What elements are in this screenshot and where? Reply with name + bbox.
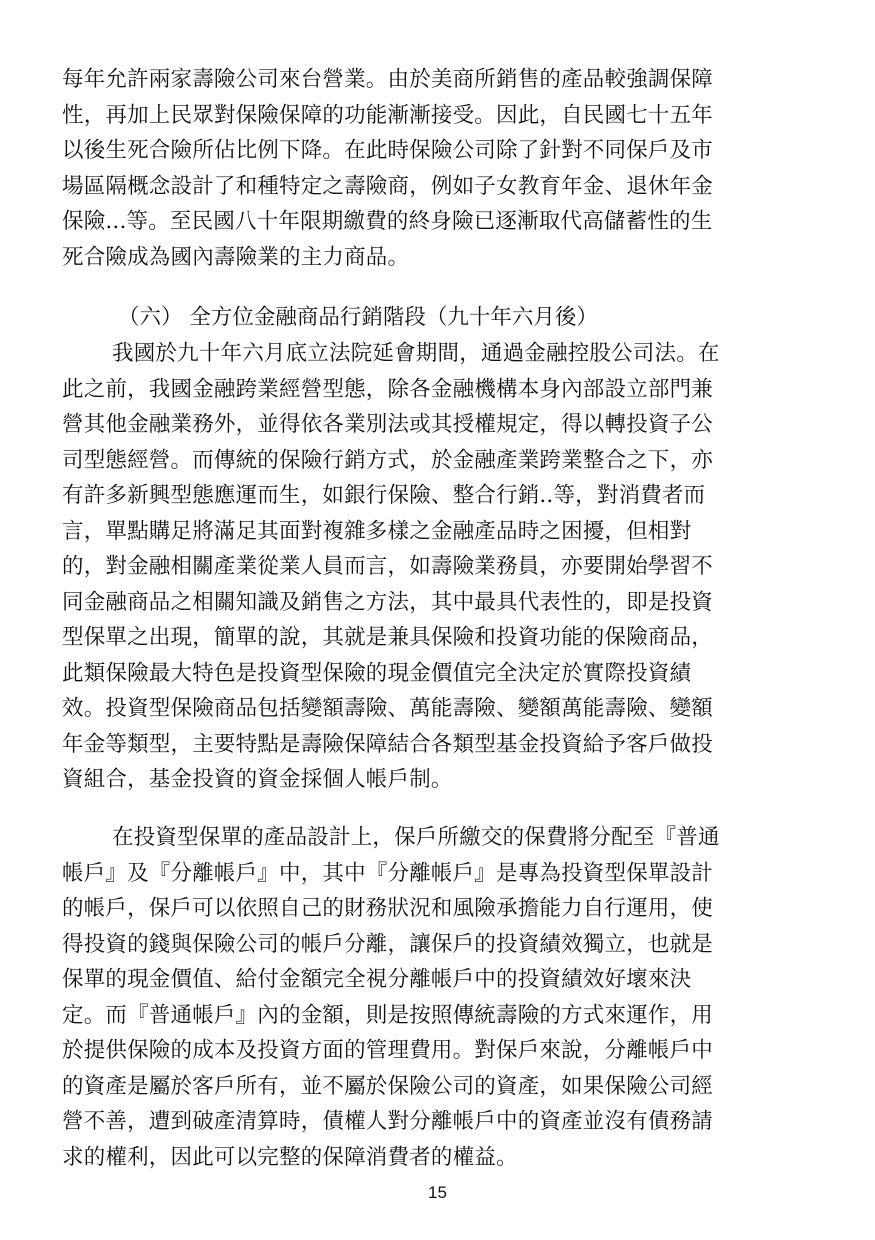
text-line: 在投資型保單的產品設計上，保戶所繳交的保費將分配至『普通	[112, 825, 720, 850]
page-number: 15	[428, 1183, 447, 1202]
paragraph-2	[62, 336, 822, 798]
text-line: 的資產是屬於客戶所有，並不屬於保險公司的資產，如果保險公司經	[62, 1073, 714, 1099]
text-line: 場區隔概念設計了和種特定之壽險商，例如子女教育年金、退休年金	[62, 173, 714, 199]
text-line: 死合險成為國內壽險業的主力商品。	[62, 244, 410, 270]
text-line: 我國於九十年六月底立法院延會期間，通過金融控股公司法。在	[112, 341, 720, 366]
text-line: 的帳戶，保戶可以依照自己的財務狀況和風險承擔能力自行運用，使	[62, 896, 714, 921]
text-line: 於提供保險的成本及投資方面的管理費用。對保戶來說，分離帳戶中	[62, 1038, 714, 1063]
text-line: 有許多新興型態應運而生，如銀行保險、整合行銷..等，對消費者而	[62, 483, 706, 508]
text-line: 營不善，遭到破產清算時，債權人對分離帳戶中的資產並沒有債務請	[62, 1109, 714, 1134]
text-line: 型保單之出現，簡單的說，其就是兼具保險和投資功能的保險商品，	[62, 625, 714, 650]
text-line: 求的權利，因此可以完整的保障消費者的權益。	[62, 1144, 518, 1170]
text-line: 得投資的錢與保險公司的帳戶分離，讓保戶的投資績效獨立，也就是	[62, 931, 714, 957]
text-line: 同金融商品之相關知識及銷售之方法，其中最具代表性的，即是投資	[62, 589, 714, 615]
text-line: 以後生死合險所佔比例下降。在此時保險公司除了針對不同保戶及市	[62, 138, 714, 163]
text-line: 帳戶』及『分離帳戶』中，其中『分離帳戶』是專為投資型保單設計	[62, 860, 714, 886]
text-line: 保險...等。至民國八十年限期繳費的終身險已逐漸取代高儲蓄性的生	[62, 209, 713, 234]
text-line: 性，再加上民眾對保險保障的功能漸漸接受。因此，自民國七十五年	[62, 102, 714, 128]
text-line: 定。而『普通帳戶』內的金額，則是按照傳統壽險的方式來運作，用	[62, 1002, 714, 1028]
text-line: 每年允許兩家壽險公司來台營業。由於美商所銷售的產品較強調保障	[62, 67, 714, 92]
text-line: 的，對金融相關產業從業人員而言，如壽險業務員，亦要開始學習不	[62, 554, 714, 579]
text-line: 年金等類型，主要特點是壽險保障結合各類型基金投資給予客戶做投	[62, 731, 714, 757]
text-line: 此之前，我國金融跨業經營型態，除各金融機構本身內部設立部門兼	[62, 376, 714, 402]
paragraph-1	[62, 62, 822, 275]
text-line: 司型態經營。而傳統的保險行銷方式，於金融產業跨業整合之下，亦	[62, 447, 714, 473]
text-line: 此類保險最大特色是投資型保險的現金價值完全決定於實際投資績	[62, 660, 692, 686]
paragraph-3	[62, 820, 822, 1175]
text-line: 營其他金融業務外，並得依各業別法或其授權規定，得以轉投資子公	[62, 412, 714, 437]
section-heading: （六） 全方位金融商品行銷階段（九十年六月後）	[118, 305, 598, 330]
text-line: 言，單點購足將滿足其面對複雜多樣之金融產品時之困擾，但相對	[62, 518, 692, 544]
text-line: 資組合，基金投資的資金採個人帳戶制。	[62, 767, 453, 792]
text-line: 效。投資型保險商品包括變額壽險、萬能壽險、變額萬能壽險、變額	[62, 696, 714, 721]
text-line: 保單的現金價值、給付金額完全視分離帳戶中的投資績效好壞來決	[62, 967, 692, 992]
